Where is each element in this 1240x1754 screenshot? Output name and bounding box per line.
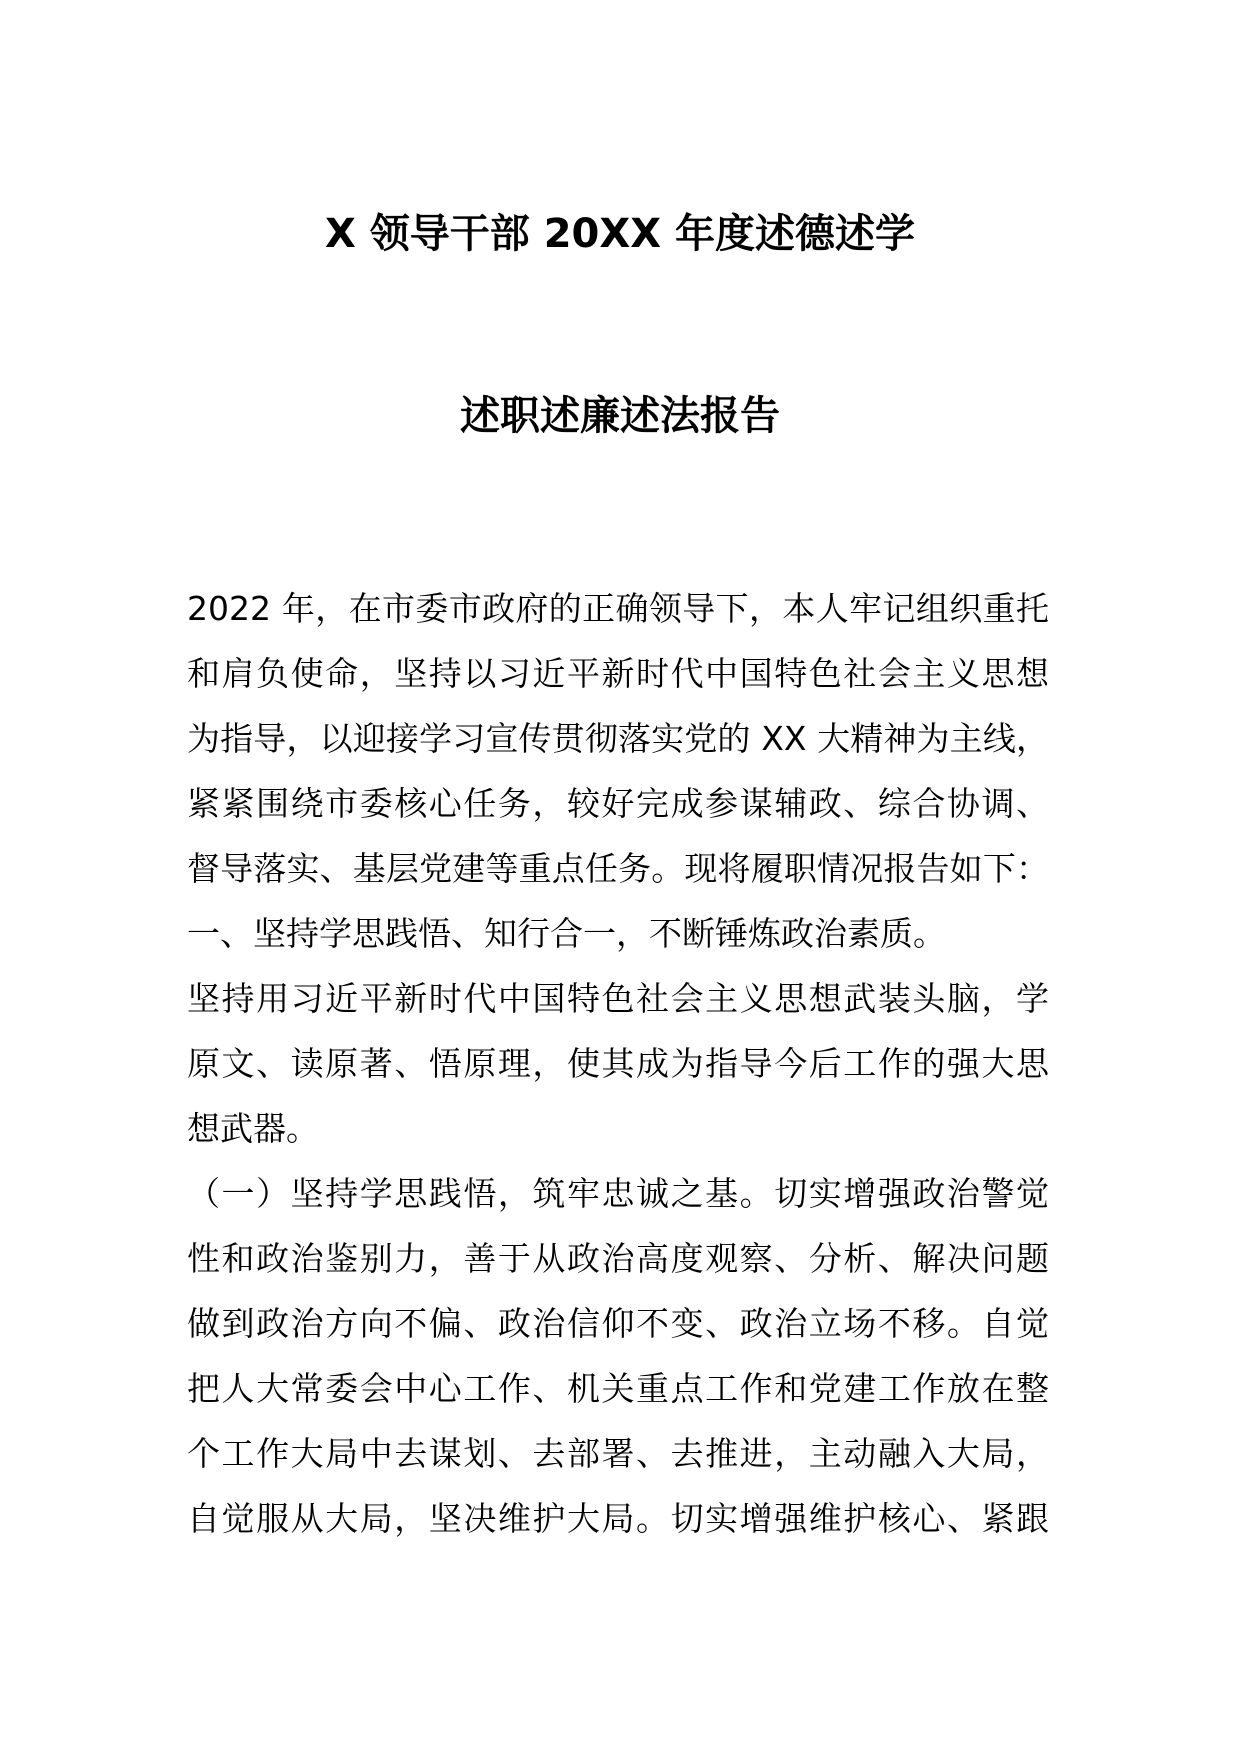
body-line: 为指导，以迎接学习宣传贯彻落实党的 XX 大精神为主线，	[187, 719, 1049, 758]
body-line: 原文、读原著、悟原理，使其成为指导今后工作的强大思	[187, 1044, 1049, 1083]
document-body	[187, 576, 1049, 1551]
body-line: （一）坚持学思践悟，筑牢忠诚之基。切实增强政治警觉	[187, 1174, 1049, 1213]
body-line: 把人大常委会中心工作、机关重点工作和党建工作放在整	[187, 1369, 1049, 1408]
body-line: 坚持用习近平新时代中国特色社会主义思想武装头脑，学	[187, 979, 1049, 1018]
body-line: 想武器。	[187, 1109, 319, 1148]
body-line: 做到政治方向不偏、政治信仰不变、政治立场不移。自觉	[187, 1304, 1049, 1343]
body-line: 2022 年，在市委市政府的正确领导下，本人牢记组织重托	[187, 589, 1049, 628]
document-title-line-2: 述职述廉述法报告	[460, 393, 780, 439]
body-line: 督导落实、基层党建等重点任务。现将履职情况报告如下：	[187, 849, 1049, 888]
body-line: 紧紧围绕市委核心任务，较好完成参谋辅政、综合协调、	[187, 784, 1049, 823]
body-line: 个工作大局中去谋划、去部署、去推进，主动融入大局，	[187, 1434, 1049, 1473]
document-title-line-1: X 领导干部 20XX 年度述德述学	[325, 211, 915, 257]
body-line: 性和政治鉴别力，善于从政治高度观察、分析、解决问题	[187, 1239, 1049, 1278]
body-line: 和肩负使命，坚持以习近平新时代中国特色社会主义思想	[187, 654, 1049, 693]
section-heading: 一、坚持学思践悟、知行合一，不断锤炼政治素质。	[187, 914, 946, 953]
body-line: 自觉服从大局，坚决维护大局。切实增强维护核心、紧跟	[187, 1499, 1049, 1538]
